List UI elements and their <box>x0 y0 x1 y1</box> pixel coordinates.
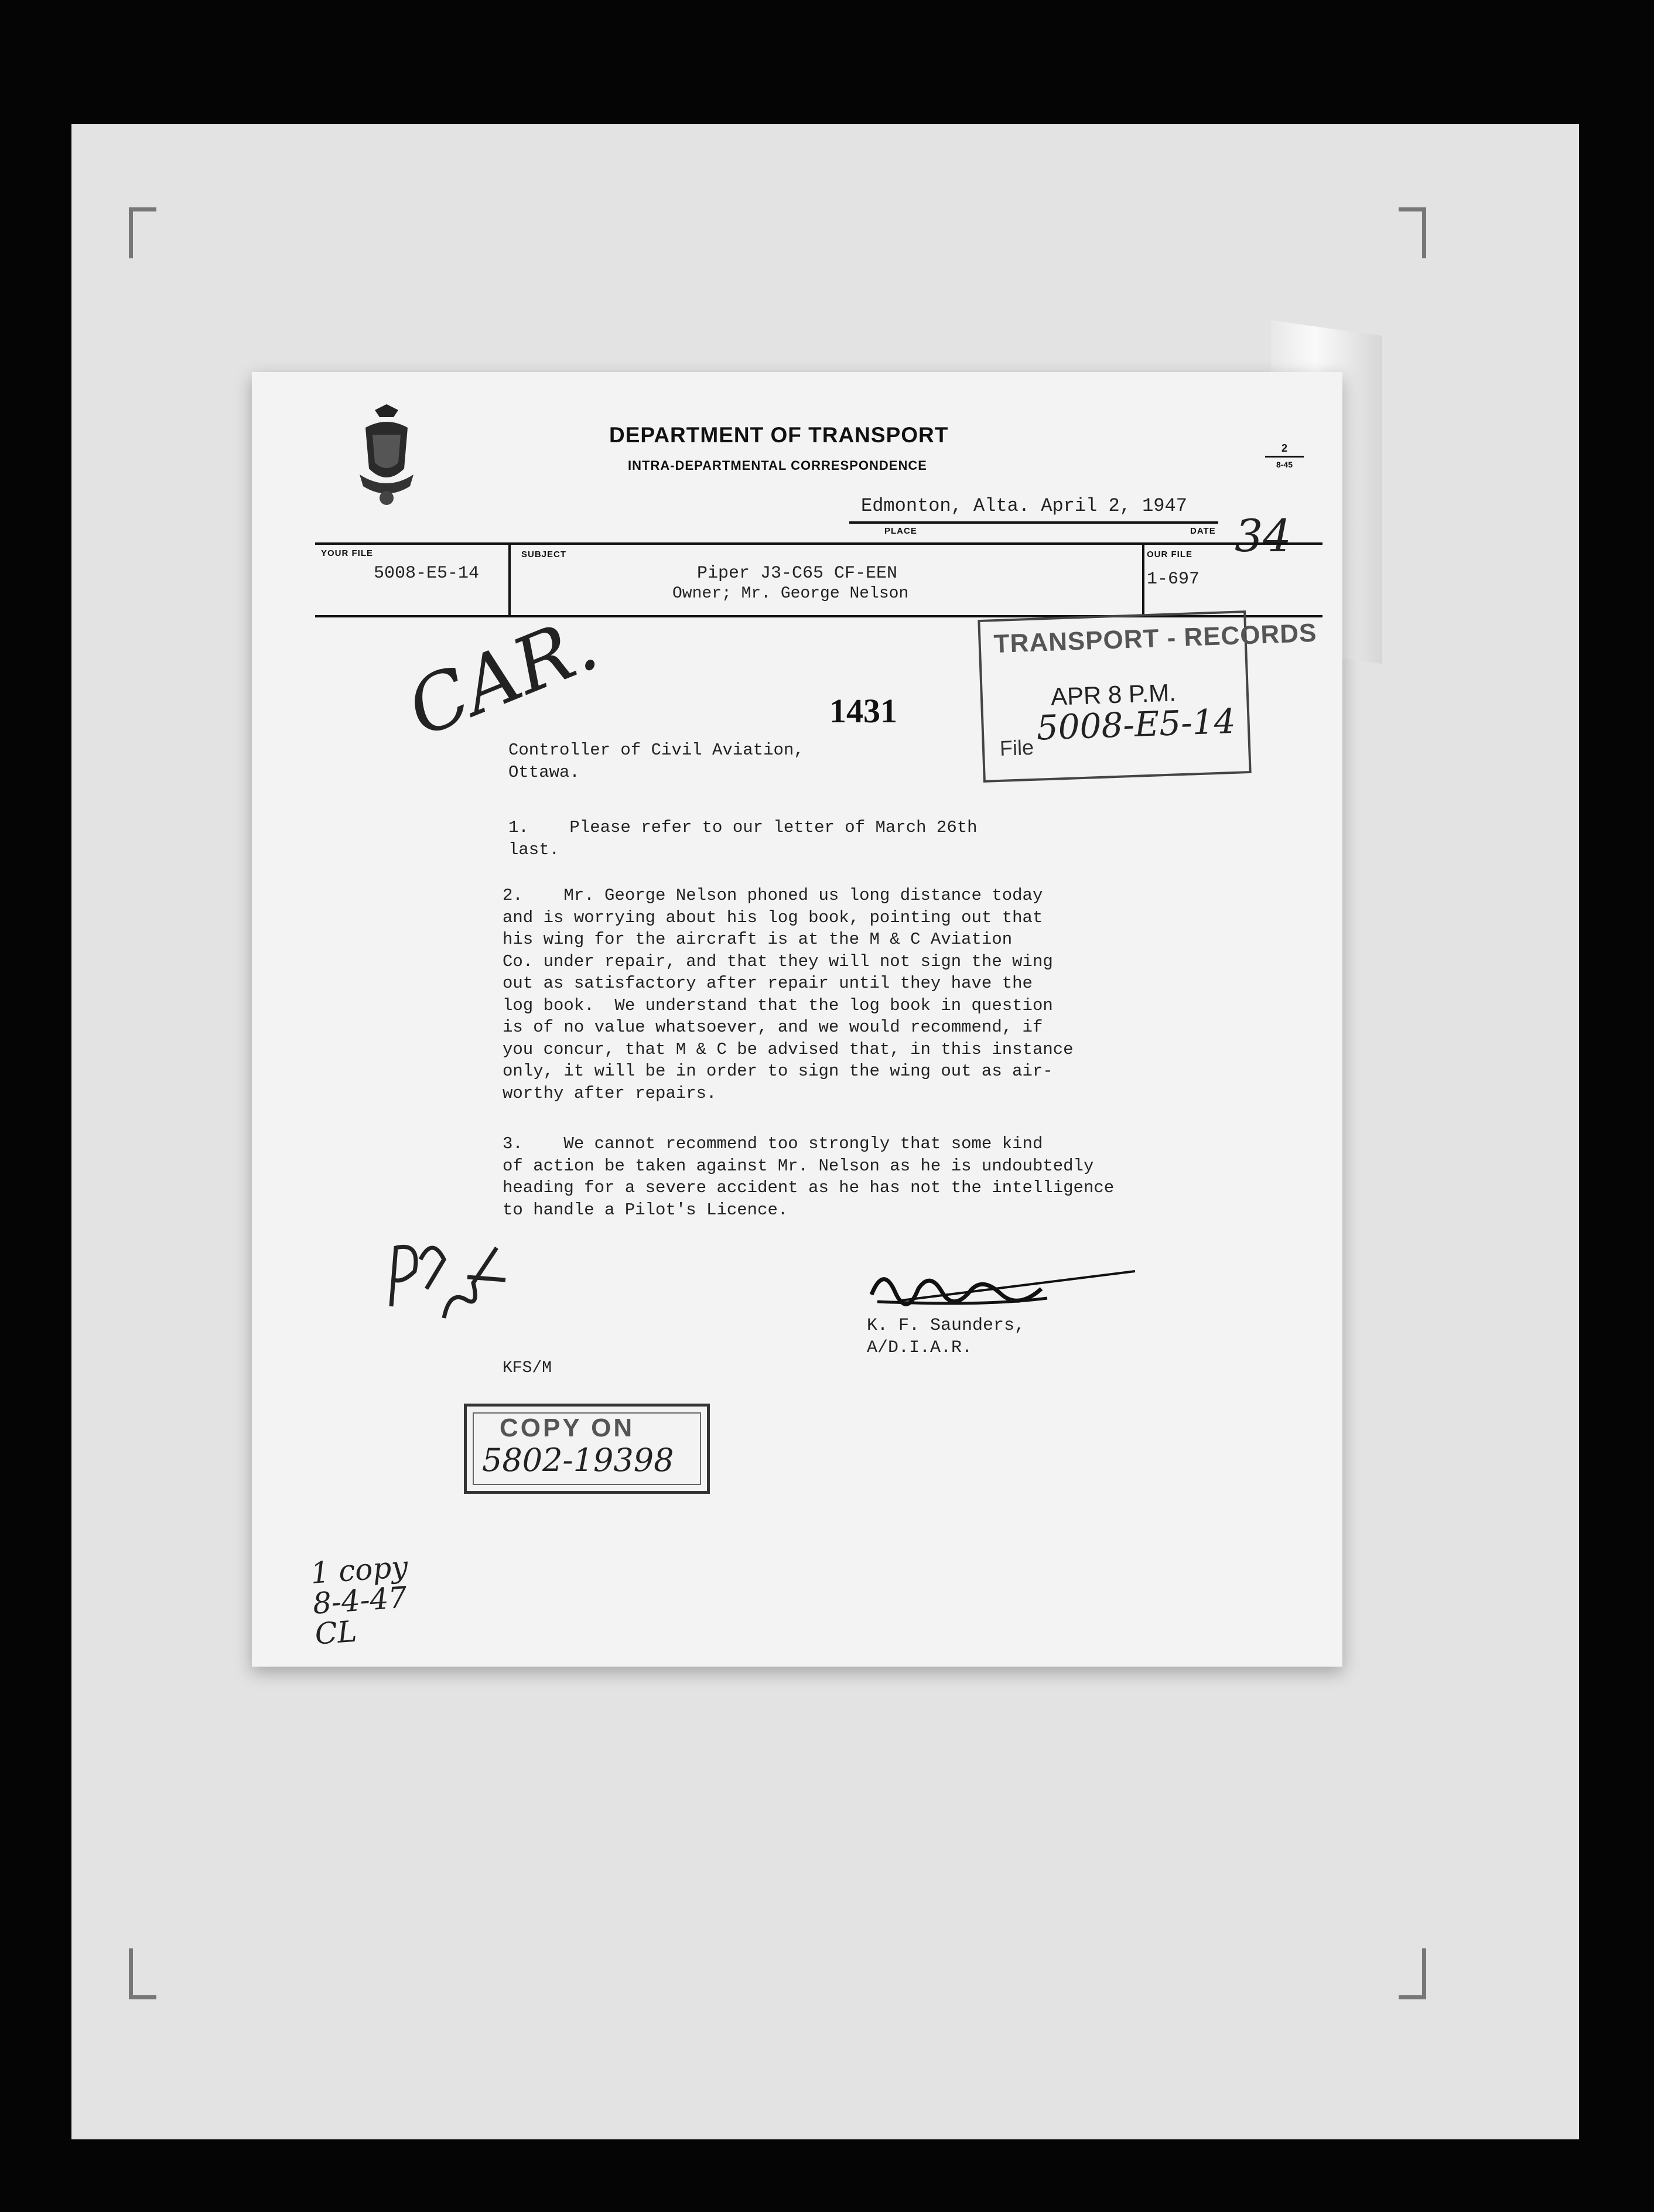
form-number-top: 2 <box>1265 442 1304 458</box>
copy-on-stamp <box>464 1404 710 1494</box>
crop-mark-bottom-right <box>1399 1948 1426 1999</box>
department-title: DEPARTMENT OF TRANSPORT <box>609 423 949 447</box>
correspondence-subtitle: INTRA-DEPARTMENTAL CORRESPONDENCE <box>628 458 927 473</box>
transport-records-stamp <box>978 610 1318 783</box>
place-date-rule <box>849 521 1218 524</box>
subject-line-2: Owner; Mr. George Nelson <box>672 585 909 603</box>
records-stamp-file-label: File <box>999 735 1034 760</box>
date-label: DATE <box>1190 526 1216 536</box>
our-file-label: OUR FILE <box>1147 549 1192 559</box>
handwritten-car-note: CAR. <box>395 598 610 754</box>
place-date-value: Edmonton, Alta. April 2, 1947 <box>861 495 1187 517</box>
coat-of-arms-icon <box>357 404 416 510</box>
your-file-value: 5008-E5-14 <box>374 564 480 583</box>
table-divider <box>1142 545 1144 615</box>
place-label: PLACE <box>884 526 917 536</box>
paragraph-1: 1. Please refer to our letter of March 26th last. <box>508 818 978 859</box>
form-number <box>1265 442 1304 469</box>
signatory-name: K. F. Saunders, A/D.I.A.R. <box>867 1316 1026 1358</box>
subject-label: SUBJECT <box>521 549 567 559</box>
crop-mark-top-left <box>129 207 156 258</box>
handwritten-initials <box>380 1224 514 1336</box>
reference-initials: KFS/M <box>503 1359 552 1377</box>
paragraph-3: 3. We cannot recommend too strongly that some kind of action be taken against Mr. Nelson as he is undoubtedly heading for a severe accident as he has not the intelligence to handle a Pilot's Licence. <box>503 1134 1115 1220</box>
stamped-number: 1431 <box>829 692 897 730</box>
paragraph-2: 2. Mr. George Nelson phoned us long distance today and is worrying about his log book, pointing out that his wing for the aircraft is at the M & C Aviation Co. under repair, and that they will not sign the wing out as satisfactory after repair until they have the log book. We understand that the log book in question is of no value whatsoever, and we would recommend, if you concur, that M & C be advised that, in this instance only, it will be in order to sign the wing out as air- worthy after repairs. <box>503 886 1074 1103</box>
records-stamp-file-handwritten: 5008-E5-14 <box>1036 701 1236 748</box>
form-number-bottom: 8-45 <box>1276 460 1293 469</box>
crop-mark-bottom-left <box>129 1948 156 1999</box>
records-stamp-title: TRANSPORT - RECORDS <box>993 618 1318 659</box>
copy-stamp-handwritten-file: 5802-19398 <box>482 1442 674 1479</box>
handwritten-signature <box>866 1259 1141 1312</box>
copy-stamp-title: COPY ON <box>500 1414 635 1442</box>
recipient-address: Controller of Civil Aviation, Ottawa. <box>508 740 804 782</box>
handwritten-copy-note: 1 copy 8-4-47 CL <box>309 1549 409 1651</box>
records-stamp-date: APR 8 P.M. <box>1050 678 1177 711</box>
subject-line-1: Piper J3-C65 CF-EEN <box>697 564 898 583</box>
crop-mark-top-right <box>1399 207 1426 258</box>
table-divider <box>508 545 511 615</box>
handwritten-page-number: 34 <box>1235 510 1291 562</box>
your-file-label: YOUR FILE <box>321 548 374 558</box>
our-file-value: 1-697 <box>1147 569 1200 589</box>
